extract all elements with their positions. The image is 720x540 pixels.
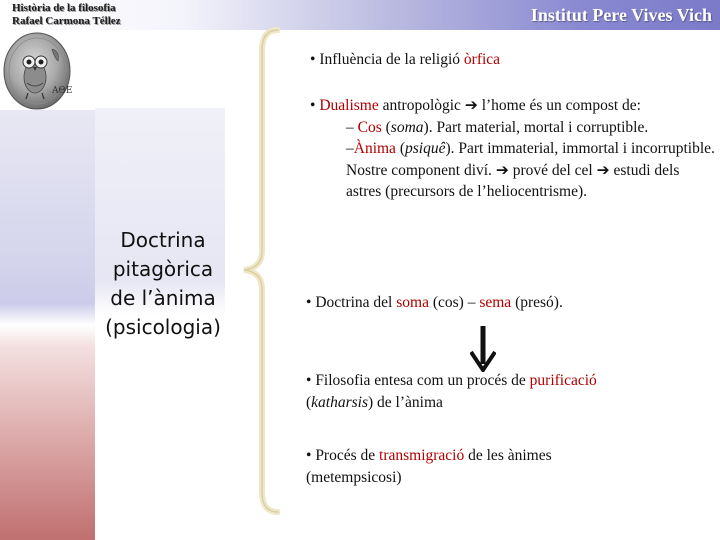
course-title: Història de la filosofia bbox=[12, 2, 116, 14]
list-item-purification bbox=[306, 370, 720, 413]
sidebar-gradient bbox=[0, 110, 95, 540]
item-text: de les ànimes bbox=[464, 447, 552, 464]
item-line bbox=[306, 392, 720, 414]
svg-text:ΑΘΕ: ΑΘΕ bbox=[52, 86, 72, 96]
highlight-term: sema bbox=[479, 294, 512, 311]
title-line: de l’ànima bbox=[110, 286, 216, 310]
greek-term: psiquê bbox=[404, 140, 446, 157]
highlight-term: soma bbox=[396, 294, 429, 311]
item-line: (metempsicosi) bbox=[306, 468, 402, 486]
dash: – bbox=[346, 140, 354, 157]
list-item-soma-sema bbox=[306, 292, 720, 314]
sub-item-soul bbox=[310, 138, 715, 203]
paren: ( bbox=[381, 118, 391, 136]
highlight-term: Ànima bbox=[353, 140, 396, 157]
paren: ). bbox=[423, 118, 433, 136]
item-text: l’home és un compost de: bbox=[477, 97, 641, 114]
item-text: Doctrina del bbox=[315, 294, 397, 311]
section-title bbox=[96, 226, 230, 342]
down-arrow-icon bbox=[470, 326, 496, 372]
highlight-term: Dualisme bbox=[319, 97, 379, 114]
item-text: Filosofia entesa com un procés de bbox=[315, 372, 530, 389]
bullet: • bbox=[310, 51, 320, 68]
highlight-term: Cos bbox=[357, 118, 382, 136]
curly-brace-icon bbox=[240, 26, 280, 516]
bullet: • bbox=[310, 97, 320, 114]
item-text: Part material, mortal i corruptible. bbox=[432, 118, 649, 136]
item-text: Procés de bbox=[315, 447, 380, 464]
greek-term: soma bbox=[390, 118, 424, 136]
highlight-term: purificació bbox=[529, 372, 597, 389]
header-bar bbox=[0, 0, 720, 30]
paren: ). bbox=[445, 140, 455, 157]
highlight-term: transmigració bbox=[379, 447, 465, 464]
list-item-transmigration bbox=[306, 445, 720, 488]
bullet: • bbox=[306, 447, 316, 464]
institute-name: Institut Pere Vives Vich bbox=[530, 5, 712, 25]
item-text: Influència de la religió bbox=[319, 51, 464, 68]
item-text: estudi dels astres (precursors de l’heliocentrisme). bbox=[346, 161, 680, 200]
bullet: • bbox=[306, 372, 316, 389]
list-item-dualism bbox=[310, 95, 715, 203]
paren: ( bbox=[306, 393, 312, 411]
title-line: Doctrina bbox=[120, 228, 206, 252]
item-text: (presó). bbox=[511, 294, 563, 311]
title-line: (psicologia) bbox=[105, 315, 221, 339]
sub-item-body bbox=[310, 117, 715, 139]
item-text: prové del cel bbox=[508, 161, 597, 179]
title-line: pitagòrica bbox=[112, 257, 214, 281]
author-name: Rafael Carmona Téllez bbox=[12, 15, 121, 27]
item-text: (cos) – bbox=[428, 294, 480, 311]
item-text: ) de l’ànima bbox=[368, 393, 443, 411]
list-item-orphic bbox=[310, 49, 720, 71]
greek-term: katharsis bbox=[311, 393, 369, 411]
paren: ( bbox=[395, 140, 405, 157]
right-arrow-icon: ➔ bbox=[464, 97, 478, 114]
athenian-owl-coin-icon bbox=[2, 31, 72, 111]
author-credit bbox=[12, 2, 121, 28]
right-arrow-icon: ➔ bbox=[495, 161, 509, 179]
highlight-term: òrfica bbox=[463, 51, 501, 68]
dash: – bbox=[346, 118, 358, 136]
item-text: Part immaterial, immortal i incorruptible. Nostre component diví. bbox=[346, 140, 715, 179]
right-arrow-icon: ➔ bbox=[596, 161, 610, 179]
item-text: antropològic bbox=[378, 97, 465, 114]
bullet: • bbox=[306, 294, 316, 311]
